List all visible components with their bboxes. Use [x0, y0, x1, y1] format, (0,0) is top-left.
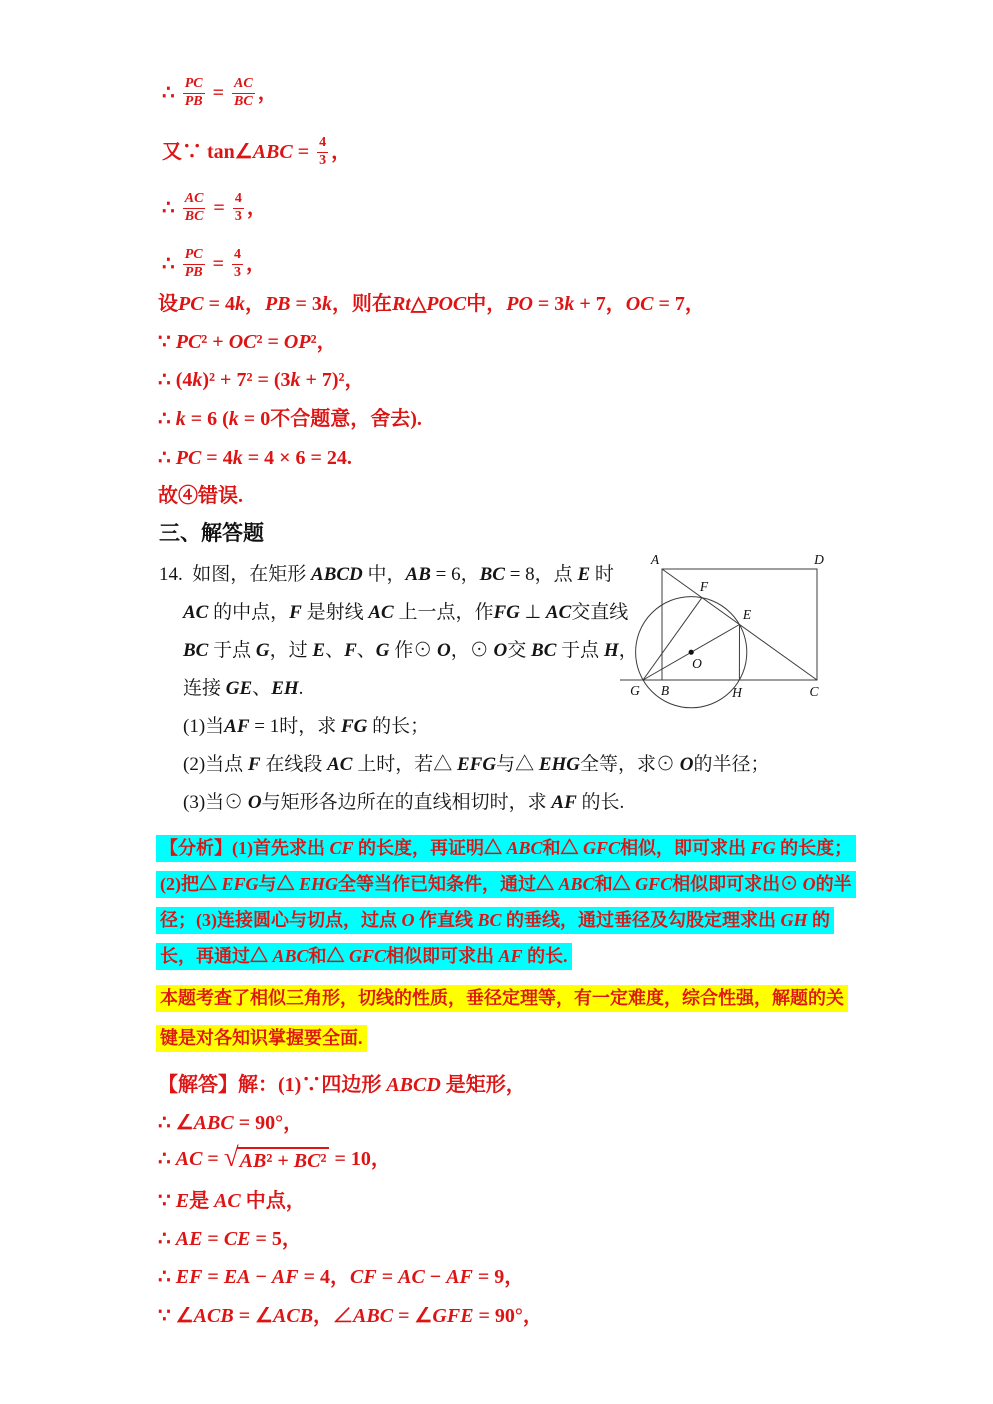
text-segment: 的半径； [693, 754, 770, 775]
math-segment: GFE [432, 1305, 474, 1327]
line-a3 [156, 907, 834, 934]
line-s2 [158, 1111, 303, 1136]
text-segment: ∴ [158, 1266, 176, 1288]
text-segment: 三、解答题 [159, 522, 264, 545]
math-segment: k [564, 293, 575, 315]
text-segment: = 10， [329, 1148, 391, 1171]
text-segment: ⊥ [519, 602, 546, 623]
line-r2 [162, 135, 351, 170]
text-segment: (3)当⊙ [183, 792, 248, 813]
text-segment: 时 [590, 564, 614, 585]
math-segment: BC [293, 1150, 321, 1172]
line-a2 [156, 871, 856, 898]
math-segment: PC [178, 293, 204, 315]
text-segment: 的 [807, 910, 831, 930]
radicand [237, 1147, 330, 1174]
text-segment: 于点 [556, 640, 604, 661]
line-s7 [158, 1304, 543, 1329]
line-p14c [183, 639, 638, 663]
line-r1 [162, 76, 278, 111]
fraction-denominator: 3 [234, 264, 242, 280]
text-segment: = [292, 140, 315, 163]
text-segment: 交 [507, 640, 532, 661]
text-segment: 于点 [208, 640, 256, 661]
math-segment: OP [283, 331, 311, 353]
math-segment: ABC [193, 1112, 234, 1134]
math-segment: ABC [252, 140, 293, 163]
radical-sign: √ [223, 1142, 239, 1172]
text-segment: 径；(3)连接圆心与切点，过点 [160, 910, 402, 930]
fraction-numerator: 4 [232, 247, 243, 265]
line-r6 [158, 330, 337, 355]
text-segment: = 6， [430, 564, 480, 585]
text-segment: = 0不合题意，舍去). [238, 408, 422, 430]
math-segment: k [290, 369, 301, 391]
math-segment: ABCD [386, 1074, 441, 1096]
math-segment: k [234, 293, 245, 315]
text-segment: ∴ ∠ [158, 1112, 194, 1134]
fraction [183, 191, 206, 226]
fraction-denominator: PB [184, 264, 203, 280]
fraction-numerator: PC [183, 247, 205, 265]
line-a4 [156, 943, 572, 970]
math-segment: PC [175, 447, 202, 469]
math-segment: PB [264, 293, 291, 315]
line-heading [159, 521, 264, 547]
math-segment: H [603, 640, 619, 661]
math-segment: OC [625, 293, 654, 315]
label-C: C [809, 684, 819, 699]
label-F: F [699, 579, 709, 594]
math-segment: EHG [299, 874, 339, 894]
text-segment: 上时，若△ [352, 754, 457, 775]
math-segment: AF [498, 946, 523, 966]
label-O: O [692, 656, 702, 671]
text-segment: 和△ [308, 946, 350, 966]
math-segment: ACB [193, 1305, 234, 1327]
line-s6 [158, 1265, 524, 1290]
math-segment: k [321, 293, 332, 315]
math-segment: BC [477, 910, 502, 930]
math-segment: GFC [349, 946, 387, 966]
text-segment: = 90°， [233, 1112, 304, 1134]
text-segment: 故④错误. [158, 485, 243, 507]
text-segment: ， [618, 640, 638, 661]
math-segment: AC [175, 1148, 203, 1171]
math-segment: F [344, 640, 357, 661]
math-segment: O [493, 640, 508, 661]
math-segment: ABCD [311, 564, 363, 585]
line-y1 [156, 985, 848, 1012]
text-segment: 全等当作已知条件，通过△ [338, 874, 559, 894]
text-segment: = ∠ [393, 1305, 433, 1327]
line-q3 [183, 791, 624, 815]
text-segment: 作⊙ [389, 640, 438, 661]
math-segment: F [247, 754, 261, 775]
text-segment: 是射线 [301, 602, 369, 623]
line-y2 [156, 1025, 367, 1052]
text-segment: ， [246, 252, 267, 275]
text-segment: 长，再通过△ [160, 946, 273, 966]
line-r8 [158, 407, 422, 432]
text-segment: = 4 × 6 = 24. [242, 447, 352, 469]
text-segment: 连接 [183, 678, 226, 699]
fraction-denominator: BC [234, 93, 253, 109]
math-segment: PO [506, 293, 533, 315]
math-segment: FG [750, 838, 776, 858]
line-s1 [158, 1073, 526, 1098]
fraction-denominator: PB [184, 93, 203, 109]
text-segment: − [250, 1266, 272, 1288]
text-segment: 与矩形各边所在的直线相切时，求 [261, 792, 552, 813]
fraction [183, 247, 205, 282]
text-segment: )² + 7² = (3 [202, 369, 291, 391]
text-segment: ² [320, 1150, 327, 1172]
label-A: A [650, 552, 660, 567]
text-segment: 中， [466, 293, 507, 315]
math-segment: AC [327, 754, 353, 775]
math-segment: AC [183, 602, 209, 623]
text-segment: = [202, 1266, 224, 1288]
fraction-denominator: BC [184, 208, 204, 224]
line-s3 [158, 1142, 391, 1174]
label-E: E [742, 607, 752, 622]
math-segment: O [401, 910, 415, 930]
text-segment: 中， [362, 564, 406, 585]
text-segment: ， [331, 140, 352, 163]
text-segment: 的长； [367, 716, 430, 737]
text-segment: ∴ [162, 252, 180, 275]
math-segment: AF [271, 1266, 299, 1288]
math-segment: EA [223, 1266, 251, 1288]
text-segment: = 4 [201, 447, 233, 469]
math-segment: AF [446, 1266, 473, 1288]
fraction [233, 191, 244, 226]
math-segment: ABC [272, 946, 309, 966]
math-segment: O [679, 754, 694, 775]
text-segment: ，⊙ [450, 640, 494, 661]
math-segment: EH [271, 678, 299, 699]
text-segment: ∴ [158, 447, 176, 469]
text-segment: 相似，即可求出 [620, 838, 751, 858]
math-segment: O [247, 792, 262, 813]
text-segment: 14. 如图，在矩形 [159, 564, 312, 585]
text-segment: = [376, 1266, 399, 1288]
math-segment: BC [479, 564, 505, 585]
math-segment: GFC [583, 838, 621, 858]
math-segment: FG [493, 602, 520, 623]
math-segment: CF [350, 1266, 377, 1288]
text-segment: ，则在 [331, 293, 392, 315]
square-root [223, 1142, 330, 1174]
fraction-numerator: 4 [317, 135, 328, 153]
text-segment: − [424, 1266, 447, 1288]
fraction [317, 135, 328, 170]
text-segment: = 5， [250, 1228, 302, 1250]
math-segment: ABC [353, 1305, 394, 1327]
text-segment: 相似即可求出⊙ [672, 874, 803, 894]
math-segment: AC [214, 1190, 241, 1212]
text-segment: = 6 ( [185, 408, 229, 430]
math-segment: E [577, 564, 591, 585]
math-segment: AB [239, 1150, 267, 1172]
line-r5 [158, 292, 705, 317]
text-segment: ²， [310, 331, 337, 353]
text-segment: = 7， [653, 293, 705, 315]
text-segment: = [202, 1228, 224, 1250]
math-segment: G [375, 640, 390, 661]
text-segment: 作直线 [414, 910, 478, 930]
text-segment: = 3 [532, 293, 565, 315]
math-segment: OC [228, 331, 257, 353]
text-segment: = ∠ [233, 1305, 274, 1327]
text-segment: ，∠ [313, 1305, 354, 1327]
text-segment: 在线段 [260, 754, 328, 775]
text-segment: = 4 [203, 293, 235, 315]
text-segment: 全等，求⊙ [580, 754, 680, 775]
math-segment: O [437, 640, 451, 661]
fraction-numerator: PC [183, 76, 205, 94]
math-segment: AC [398, 1266, 425, 1288]
text-segment: 又∵ tan∠ [162, 140, 253, 163]
text-segment: 是矩形， [440, 1074, 526, 1096]
text-segment: ，过 [269, 640, 313, 661]
math-segment: GE [225, 678, 253, 699]
fraction [183, 76, 205, 111]
fraction-denominator: 3 [319, 152, 327, 168]
line-s5 [158, 1227, 302, 1252]
text-segment: 本题考查了相似三角形，切线的性质，垂径定理等，有一定难度，综合性强，解题的关 [160, 988, 844, 1008]
text-segment: ， [244, 293, 265, 315]
math-segment: AF [224, 716, 250, 737]
math-segment: GFC [635, 874, 673, 894]
text-segment: 、 [252, 678, 272, 699]
text-segment: (2)把△ [160, 874, 222, 894]
text-segment: 的半 [815, 874, 852, 894]
math-segment: AC [545, 602, 572, 623]
text-segment: 的中点， [208, 602, 290, 623]
text-segment: = [208, 196, 230, 219]
math-segment: E [312, 640, 326, 661]
text-segment: 和△ [542, 838, 584, 858]
text-segment: 【分析】(1)首先求出 [160, 838, 330, 858]
line-p14 [159, 563, 614, 587]
line-r3 [162, 191, 267, 226]
text-segment: = 8，点 [504, 564, 578, 585]
text-segment: = [207, 81, 230, 104]
math-segment: k [192, 369, 203, 391]
math-segment: AC [368, 602, 394, 623]
text-segment: 与△ [496, 754, 539, 775]
text-segment: 键是对各知识掌握要全面. [160, 1028, 363, 1048]
text-segment: ² + [201, 331, 229, 353]
text-segment: △ [410, 293, 427, 315]
text-segment: 的长度，再证明△ [353, 838, 507, 858]
math-segment: EFG [456, 754, 497, 775]
line-p14b [183, 601, 628, 625]
text-segment: 和△ [594, 874, 636, 894]
text-segment: 、 [356, 640, 376, 661]
math-segment: EFG [221, 874, 259, 894]
text-segment: + 7， [574, 293, 626, 315]
text-segment: . [298, 678, 304, 699]
math-segment: POC [426, 293, 467, 315]
text-segment: ∵ ∠ [158, 1305, 194, 1327]
text-segment: ∴ [162, 196, 180, 219]
math-segment: ABC [558, 874, 595, 894]
text-segment: 、 [325, 640, 345, 661]
line-r4 [162, 247, 266, 282]
text-segment: 相似即可求出 [386, 946, 499, 966]
math-segment: GH [780, 910, 808, 930]
text-segment: ， [246, 196, 267, 219]
text-segment: (1)当 [183, 716, 225, 737]
text-segment: = 90°， [473, 1305, 543, 1327]
math-segment: AB [405, 564, 431, 585]
line-a1 [156, 835, 856, 862]
fraction-denominator: 3 [234, 208, 242, 224]
math-segment: EHG [538, 754, 581, 775]
text-segment: 的长度； [775, 838, 853, 858]
line-r9 [158, 446, 352, 471]
text-segment: 的长. [522, 946, 568, 966]
label-D: D [814, 552, 824, 567]
math-segment: ABC [506, 838, 543, 858]
math-segment: Rt [391, 293, 411, 315]
math-segment: ACB [273, 1305, 314, 1327]
text-segment: ∴ (4 [158, 369, 193, 391]
fraction [232, 76, 255, 111]
text-segment: 交直线 [571, 602, 629, 623]
text-segment: ， [257, 81, 278, 104]
text-segment: 中点， [240, 1190, 306, 1212]
math-segment: k [228, 408, 239, 430]
text-segment: ∵ [158, 1190, 176, 1212]
text-segment: = [207, 252, 230, 275]
line-r10 [158, 484, 243, 509]
math-segment: AF [551, 792, 577, 813]
text-segment: 设 [158, 293, 178, 315]
text-segment: 【解答】解：(1)∵四边形 [158, 1074, 387, 1096]
text-segment: ∴ [162, 81, 180, 104]
text-segment: = 1时，求 [249, 716, 341, 737]
math-segment: F [289, 602, 302, 623]
line-r7 [158, 368, 365, 393]
text-segment: ∴ [158, 1148, 176, 1171]
label-B: B [660, 683, 670, 698]
text-segment: ² + [266, 1150, 294, 1172]
fraction-numerator: 4 [233, 191, 244, 209]
math-segment: G [255, 640, 270, 661]
math-segment: BC [183, 640, 209, 661]
text-segment: ² = [256, 331, 284, 353]
text-segment: = 3 [290, 293, 322, 315]
text-segment: 是 [189, 1190, 215, 1212]
center-dot-O [689, 650, 694, 655]
fraction-numerator: AC [183, 191, 206, 209]
label-H: H [732, 685, 742, 700]
label-G: G [630, 683, 640, 698]
text-segment: = 4， [298, 1266, 351, 1288]
line-s4 [158, 1189, 306, 1214]
text-segment: = [202, 1148, 224, 1171]
text-segment: ∴ [158, 1228, 176, 1250]
fraction [232, 247, 243, 282]
line-q1 [183, 715, 429, 739]
text-segment: = 9， [472, 1266, 525, 1288]
text-segment: ∴ [158, 408, 176, 430]
text-segment: 与△ [258, 874, 300, 894]
geometry-figure [618, 550, 833, 715]
math-segment: O [802, 874, 816, 894]
math-segment: CE [223, 1228, 251, 1250]
text-segment: 的垂线，通过垂径及勾股定理求出 [501, 910, 781, 930]
math-segment: E [175, 1190, 190, 1212]
text-segment: 的长. [576, 792, 625, 813]
math-segment: k [175, 408, 186, 430]
text-segment: + 7)²， [300, 369, 365, 391]
math-segment: EF [175, 1266, 203, 1288]
math-segment: FG [340, 716, 368, 737]
math-segment: PC [175, 331, 202, 353]
math-segment: BC [531, 640, 557, 661]
text-segment: ∵ [158, 331, 176, 353]
math-segment: CF [329, 838, 354, 858]
line-q2 [183, 753, 770, 777]
fraction-numerator: AC [232, 76, 255, 94]
line-p14d [183, 677, 303, 701]
text-segment: 上一点，作 [393, 602, 494, 623]
math-segment: AE [175, 1228, 203, 1250]
math-segment: k [232, 447, 243, 469]
text-segment: (2)当点 [183, 754, 248, 775]
